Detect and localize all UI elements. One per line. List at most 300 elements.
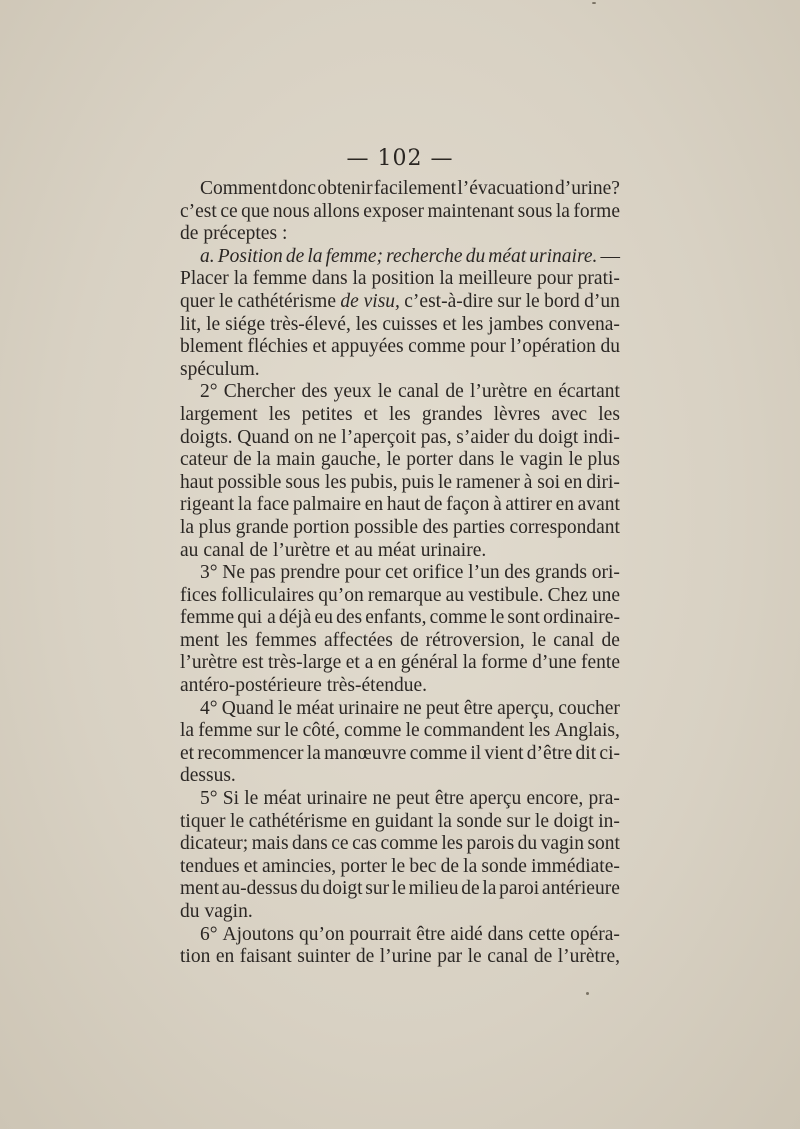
word: de xyxy=(445,381,464,403)
word: et xyxy=(335,539,350,561)
word: tion xyxy=(180,946,211,968)
word: le xyxy=(499,449,514,471)
word: exposer xyxy=(363,200,424,222)
word: grands xyxy=(535,562,587,584)
text-line xyxy=(180,381,620,404)
word: doigt xyxy=(553,810,594,832)
word: doigt xyxy=(538,426,579,448)
word: une xyxy=(591,584,620,606)
word: Position xyxy=(217,245,283,267)
word: de xyxy=(601,629,620,651)
word: de xyxy=(180,223,199,245)
word: la xyxy=(462,652,477,674)
paper-speck xyxy=(586,992,589,995)
word: l’urètre, xyxy=(557,946,620,968)
word: comme xyxy=(380,833,438,855)
text-line xyxy=(180,223,620,246)
word: lèvres xyxy=(493,403,541,425)
word: nous xyxy=(272,200,310,222)
word: le xyxy=(284,720,299,742)
word: tendues xyxy=(180,855,240,877)
word: le xyxy=(437,471,453,493)
word: suinter xyxy=(297,946,351,968)
word: aperçu, xyxy=(497,697,554,719)
word: de xyxy=(440,855,459,877)
word: le xyxy=(525,290,540,312)
word: cette xyxy=(528,923,566,945)
word: les xyxy=(355,313,378,335)
text-line xyxy=(180,607,620,630)
word: et xyxy=(180,742,195,764)
word: le plus xyxy=(568,449,620,471)
word: d’urine? xyxy=(554,178,620,199)
word: du xyxy=(514,426,534,448)
word: du xyxy=(600,336,620,358)
word: fléchies xyxy=(247,336,308,358)
word: de xyxy=(285,245,305,267)
word: affectées xyxy=(323,629,393,651)
word: siége xyxy=(225,313,266,335)
word: le xyxy=(230,810,245,832)
word: prendre xyxy=(280,562,340,584)
word: de xyxy=(533,946,553,968)
word: Si xyxy=(222,788,240,810)
word: Chez xyxy=(547,584,588,606)
word: aperçu xyxy=(469,788,522,810)
word: en xyxy=(377,652,397,674)
word: urinaire. xyxy=(529,245,598,267)
word: obtenir xyxy=(317,178,373,199)
word: Anglais, xyxy=(554,720,620,742)
word: s’aider xyxy=(456,426,510,448)
word: 6° xyxy=(200,923,218,945)
word: que xyxy=(241,200,270,222)
word: comme xyxy=(409,742,468,764)
word: la face xyxy=(237,494,290,516)
word: recherche xyxy=(386,245,463,267)
text-line xyxy=(180,946,620,969)
word: l’urètre xyxy=(469,381,528,403)
word: forme xyxy=(573,200,620,222)
word: coucher xyxy=(558,697,620,719)
word: être xyxy=(416,923,446,945)
word: il xyxy=(470,742,482,764)
word: bec xyxy=(409,855,437,877)
word: cas xyxy=(352,833,377,855)
word: largement xyxy=(180,403,258,425)
word: ce xyxy=(331,833,349,855)
word: vagin. xyxy=(204,901,253,922)
word: en xyxy=(215,946,235,968)
word: immédiate- xyxy=(531,855,620,877)
word: le xyxy=(531,629,547,651)
word: sur xyxy=(506,810,531,832)
word: cet xyxy=(385,562,408,584)
word: parois xyxy=(466,833,515,855)
word: ne xyxy=(372,788,391,810)
word: la xyxy=(439,268,454,290)
text-line xyxy=(180,856,620,879)
word: encore, xyxy=(526,788,584,810)
word: la xyxy=(180,720,195,742)
word: mais xyxy=(251,833,289,855)
word: urinaire. xyxy=(420,539,487,561)
word: façon xyxy=(446,494,490,516)
word: pour xyxy=(344,562,381,584)
word: le xyxy=(534,810,549,832)
word: l’urètre xyxy=(180,652,238,674)
word: 5° xyxy=(200,788,218,810)
word: déjà xyxy=(278,607,312,629)
word: en xyxy=(533,381,552,403)
word: sous les xyxy=(285,471,347,493)
word: canal xyxy=(398,381,440,403)
word: enfants, xyxy=(365,607,427,629)
word: peut xyxy=(425,697,460,719)
word: dans xyxy=(311,268,348,290)
page-number: — 102 — xyxy=(346,146,454,171)
word: les xyxy=(461,313,484,335)
word: qui a xyxy=(237,607,276,629)
text-line xyxy=(180,720,620,743)
word: femme xyxy=(252,268,307,290)
word: et xyxy=(363,403,378,425)
text-line xyxy=(180,268,620,291)
word: très-large xyxy=(268,652,342,674)
word: de xyxy=(355,946,375,968)
word: Chercher xyxy=(223,381,296,403)
word: les xyxy=(441,833,464,855)
word: dans xyxy=(458,449,495,471)
word: vagin xyxy=(540,833,584,855)
word: pas xyxy=(249,562,276,584)
word: en xyxy=(555,494,575,516)
word: tiquer xyxy=(180,810,226,832)
word: antérieure xyxy=(541,878,620,900)
word: pas, xyxy=(420,426,452,448)
word: des xyxy=(504,562,531,584)
text-line xyxy=(180,517,620,540)
word: femme xyxy=(198,720,253,742)
word: eu xyxy=(314,607,333,629)
word: sonde xyxy=(456,810,502,832)
word: et a xyxy=(345,652,374,674)
word: femme xyxy=(180,607,235,629)
word: spéculum. xyxy=(180,358,260,380)
word: recommencer xyxy=(197,742,304,764)
word: très-élevé, xyxy=(270,313,351,335)
word: ce xyxy=(220,200,238,222)
word: amincies, xyxy=(262,855,337,877)
text-line xyxy=(180,630,620,653)
word: possible xyxy=(217,471,282,493)
word: la xyxy=(306,742,321,764)
word: le xyxy=(377,381,392,403)
word: et xyxy=(442,313,457,335)
word: grande xyxy=(235,516,289,538)
word: fices xyxy=(180,584,217,606)
word: femmes xyxy=(255,629,317,651)
word: ordinaire- xyxy=(543,607,620,629)
word: comme xyxy=(344,720,402,742)
word: pour xyxy=(536,268,573,290)
word: lit, xyxy=(180,313,202,335)
word: la xyxy=(307,245,323,267)
word: ci- xyxy=(599,742,620,764)
word: l’urine xyxy=(379,946,432,968)
word: dans xyxy=(487,923,524,945)
word: méat xyxy=(263,788,302,810)
word: Comment xyxy=(200,178,277,199)
word: comme xyxy=(408,336,466,358)
word: de visu, xyxy=(340,290,400,312)
word: convena- xyxy=(548,313,620,335)
word: jambes xyxy=(488,313,544,335)
text-line xyxy=(180,652,620,675)
word: puis xyxy=(401,471,435,493)
word: opéra- xyxy=(570,923,620,945)
word: ne xyxy=(403,697,422,719)
word: et xyxy=(312,336,327,358)
word: de xyxy=(400,629,419,651)
word: le xyxy=(278,697,293,719)
word: milieu xyxy=(408,878,459,900)
word: général xyxy=(400,652,459,674)
word: l’évacuation xyxy=(457,178,554,199)
word: remarque xyxy=(367,584,442,606)
word: sur xyxy=(365,878,390,900)
word: la xyxy=(233,268,248,290)
word: du xyxy=(180,901,200,922)
word: vient xyxy=(484,742,524,764)
text-line xyxy=(180,178,620,201)
word: cuisses xyxy=(382,313,438,335)
word: forme xyxy=(481,652,528,674)
word: méat xyxy=(488,245,527,267)
word: être xyxy=(434,788,465,810)
word: antéro-postérieure xyxy=(180,675,322,697)
word: faisant xyxy=(239,946,292,968)
word: du xyxy=(300,878,320,900)
word: au xyxy=(180,539,199,561)
word: guidant xyxy=(374,810,434,832)
word: vestibule. xyxy=(468,584,544,606)
word: comme xyxy=(429,607,488,629)
word: fente xyxy=(581,652,620,674)
word: être xyxy=(463,697,493,719)
text-line xyxy=(180,743,620,766)
word: sous xyxy=(517,200,553,222)
word: des xyxy=(336,607,363,629)
word: femme; xyxy=(325,245,383,267)
word: cathétérisme xyxy=(237,290,336,312)
word: sont xyxy=(587,833,620,855)
word: pour xyxy=(470,336,506,358)
word: aidé xyxy=(450,923,483,945)
word: est xyxy=(241,652,264,674)
word: allons xyxy=(313,200,360,222)
word: préceptes xyxy=(203,223,278,245)
word: le xyxy=(391,855,406,877)
word: méat xyxy=(377,539,416,561)
word: position xyxy=(371,268,435,290)
word: c’est-à-dire xyxy=(404,290,494,312)
word: urinaire xyxy=(338,697,400,719)
word: in- xyxy=(598,810,620,832)
word: yeux xyxy=(333,381,372,403)
text-line xyxy=(180,698,620,721)
word: le xyxy=(219,290,234,312)
word: petites xyxy=(301,403,353,425)
text-line xyxy=(180,472,620,495)
word: Ajoutons xyxy=(222,923,295,945)
word: quer xyxy=(180,290,215,312)
word: canal xyxy=(553,629,595,651)
word: prati- xyxy=(577,268,620,290)
word: d’une xyxy=(532,652,577,674)
word: commandent xyxy=(423,720,525,742)
word: la xyxy=(180,516,195,538)
word: dit xyxy=(575,742,597,764)
text-line xyxy=(180,788,620,811)
word: orifice xyxy=(412,562,464,584)
word: on xyxy=(293,426,314,448)
word: le xyxy=(405,720,420,742)
word: canal xyxy=(487,946,529,968)
text-line xyxy=(180,675,620,698)
word: blement xyxy=(180,336,243,358)
word: la xyxy=(437,810,452,832)
word: haut xyxy=(386,494,421,516)
word: c’est xyxy=(180,200,217,222)
word: de la xyxy=(233,449,271,471)
word: — xyxy=(600,245,620,267)
word: gauche, xyxy=(320,449,381,471)
word: doigt xyxy=(322,878,363,900)
word: qu’on xyxy=(318,584,364,606)
word: l’opération xyxy=(510,336,596,358)
word: qu’on xyxy=(298,923,345,945)
word: Quand xyxy=(221,697,274,719)
word: Ne xyxy=(222,562,246,584)
word: dessus. xyxy=(180,765,236,787)
word: d’un xyxy=(584,290,620,312)
word: ramener xyxy=(455,471,520,493)
word: Placer xyxy=(180,268,229,290)
word: avec xyxy=(551,403,588,425)
word: manœuvre xyxy=(324,742,407,764)
word: meilleure xyxy=(458,268,533,290)
word: pubis, xyxy=(350,471,398,493)
word: sur xyxy=(497,290,522,312)
word: les xyxy=(598,403,620,425)
word: le xyxy=(467,946,482,968)
text-line xyxy=(180,562,620,585)
word: sont xyxy=(507,607,540,629)
word: avant xyxy=(577,494,620,516)
word: vagin xyxy=(519,449,563,471)
text-line xyxy=(180,924,620,947)
word: haut xyxy=(180,471,214,493)
word: indi- xyxy=(583,426,620,448)
word: très-étendue. xyxy=(326,675,428,697)
word: main xyxy=(276,449,316,471)
word: ment xyxy=(180,878,219,900)
text-line xyxy=(180,427,620,450)
text-line xyxy=(180,833,620,856)
word: 3° xyxy=(200,562,218,584)
word: l’aperçoit xyxy=(341,426,416,448)
word: correspondant xyxy=(509,516,620,538)
word: méat xyxy=(296,697,335,719)
word: a. xyxy=(200,245,215,267)
text-line xyxy=(180,201,620,224)
word: en xyxy=(351,810,371,832)
text-line xyxy=(180,585,620,608)
word: des xyxy=(301,381,328,403)
word: à soi xyxy=(523,471,561,493)
word: au-dessus xyxy=(221,878,298,900)
word: porter xyxy=(406,449,453,471)
word: de xyxy=(461,878,480,900)
body-text xyxy=(180,178,620,969)
text-line xyxy=(180,359,620,382)
word: du xyxy=(465,245,486,267)
word: possible xyxy=(354,516,418,538)
word: les xyxy=(226,629,248,651)
word: sonde xyxy=(481,855,527,877)
word: dicateur; xyxy=(180,833,249,855)
word: la xyxy=(555,200,570,222)
text-line xyxy=(180,901,620,924)
word: 2° xyxy=(200,381,218,403)
word: cathétérisme xyxy=(248,810,348,832)
word: canal xyxy=(203,539,245,561)
word: le xyxy=(391,878,406,900)
word: diri- xyxy=(586,471,620,493)
word: plus xyxy=(198,516,232,538)
word: bord xyxy=(544,290,580,312)
word: dans xyxy=(292,833,328,855)
word: porter xyxy=(340,855,387,877)
word: la xyxy=(482,878,497,900)
word: pourrait xyxy=(349,923,412,945)
text-line xyxy=(180,246,620,269)
word: en xyxy=(564,471,583,493)
word: cateur xyxy=(180,449,228,471)
word: palmaire xyxy=(292,494,362,516)
word: portion xyxy=(293,516,350,538)
text-line xyxy=(180,314,620,337)
word: par xyxy=(437,946,463,968)
word: l’un xyxy=(468,562,500,584)
word: au xyxy=(354,539,373,561)
word: au xyxy=(445,584,465,606)
text-line xyxy=(180,878,620,901)
paper-speck xyxy=(592,2,596,4)
word: d’être xyxy=(526,742,573,764)
word: pra- xyxy=(588,788,620,810)
word: le xyxy=(490,607,505,629)
word: le xyxy=(244,788,259,810)
word: rétroversion, xyxy=(425,629,525,651)
word: : xyxy=(282,223,288,245)
text-line xyxy=(180,449,620,472)
word: donc xyxy=(278,178,317,199)
word: les xyxy=(528,720,551,742)
word: folliculaires xyxy=(220,584,315,606)
word: de xyxy=(249,539,268,561)
